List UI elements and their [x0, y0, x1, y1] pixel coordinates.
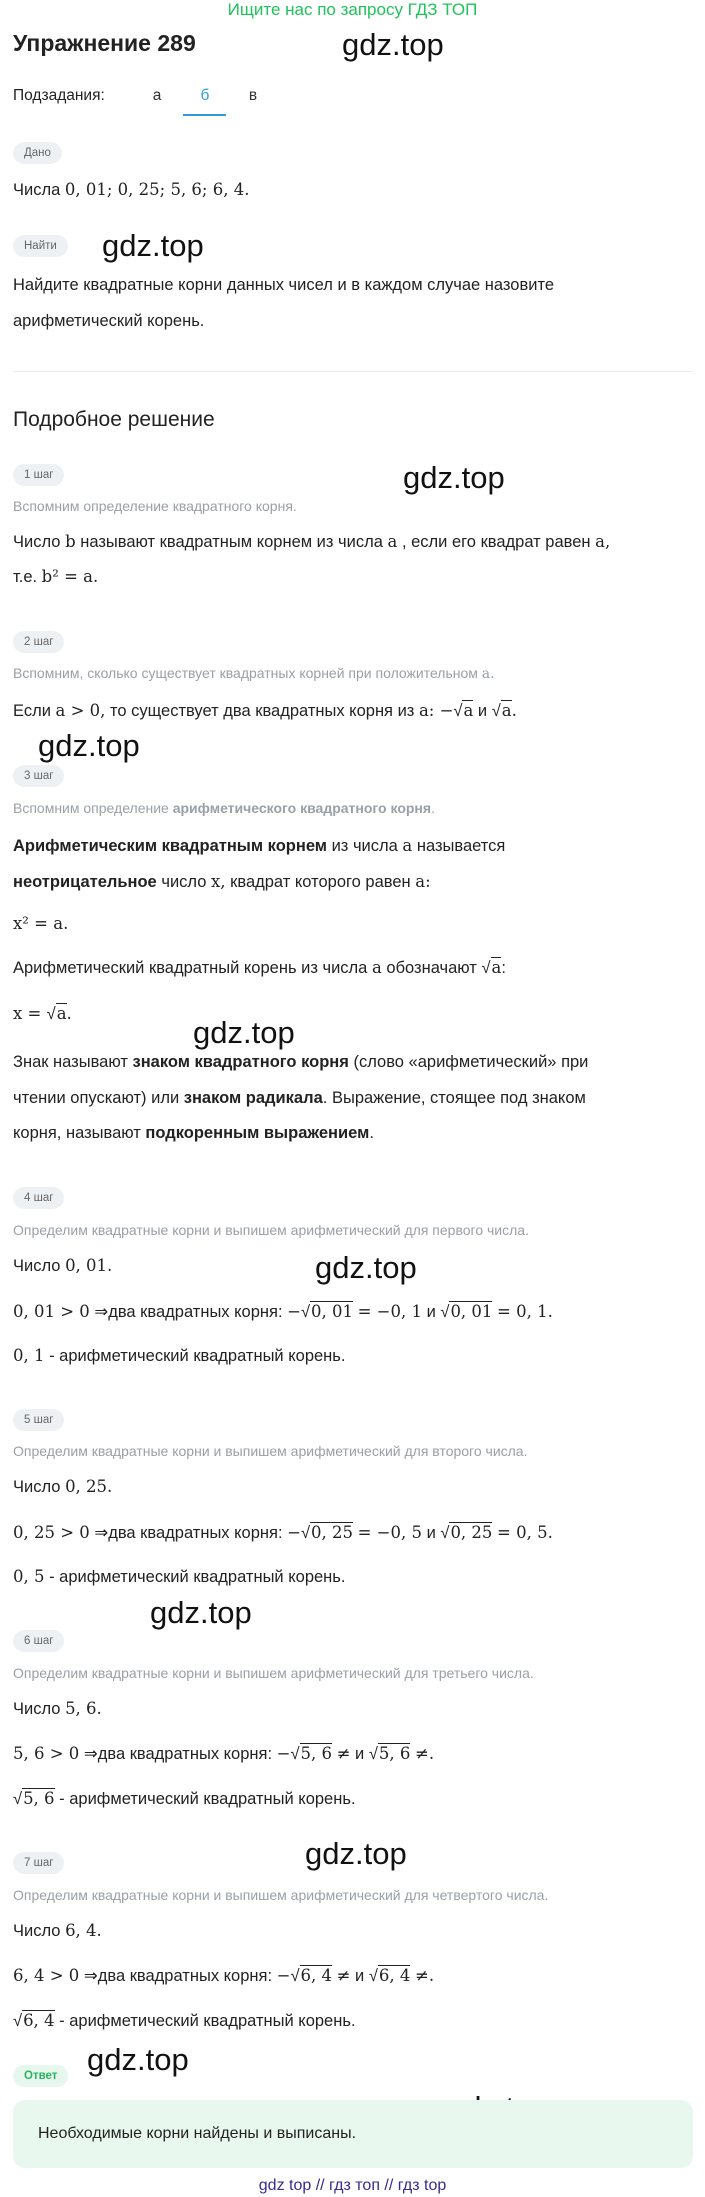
step-2-line-1: Если a > 0, то существует два квадратных корня из a: −√a и √a.	[13, 701, 517, 720]
step-7-badge: 7 шаг	[13, 1852, 64, 1874]
sqrt-radicand: a	[56, 1004, 67, 1023]
text: Число	[13, 1478, 61, 1496]
text: и	[426, 1524, 436, 1542]
sqrt-radicand: a	[501, 701, 512, 720]
sqrt-radicand: 5, 6	[300, 1744, 333, 1763]
step-7-line-2: 6, 4 > 0 ⇒два квадратных корня: −√6, 4 ≠ и √6, 4 ≠.	[13, 1966, 435, 1985]
math-formula: ≠.	[415, 1744, 435, 1763]
step-7-line-1	[13, 1921, 102, 1941]
math-formula: = −0, 5	[357, 1523, 422, 1542]
step-4-line-3	[13, 1346, 345, 1366]
math-number: 5, 6.	[65, 1699, 102, 1718]
step-3-line-2	[13, 872, 431, 892]
tab-subtask-b[interactable]: б	[200, 87, 210, 104]
text: - арифметический квадратный корень.	[44, 1347, 346, 1365]
sqrt-radicand: 5, 6	[378, 1744, 411, 1763]
text: Вспомним определение	[13, 800, 169, 816]
math-formula: 5, 6 > 0	[13, 1744, 80, 1763]
text-bold: знаком квадратного корня	[132, 1053, 349, 1071]
footer-links[interactable]: gdz top // гдз топ // гдз top	[258, 2177, 447, 2194]
step-5-line-2: 0, 25 > 0 ⇒два квадратных корня: −√0, 25 = −0, 5 и √0, 25 = 0, 5.	[13, 1523, 553, 1542]
text: :	[501, 959, 506, 977]
text: называют квадратным корнем из числа	[80, 533, 383, 551]
math-punct: −	[276, 1966, 291, 1985]
tab-subtask-a[interactable]: а	[152, 87, 162, 104]
math-formula: = 0, 5.	[497, 1523, 553, 1542]
math-number: 0, 5	[13, 1567, 45, 1586]
step-7-hint: Определим квадратные корни и выпишем арифметический для четвертого числа.	[13, 1887, 549, 1903]
math-formula: b² = a.	[41, 567, 99, 586]
text: Число	[13, 1922, 61, 1940]
text: .	[369, 1124, 374, 1142]
math-formula: 0, 01 > 0	[13, 1302, 90, 1321]
math-var: a	[371, 958, 382, 977]
find-badge: Найти	[13, 235, 68, 257]
math-formula: 6, 4 > 0	[13, 1966, 80, 1985]
math-var: a:	[415, 872, 431, 891]
given-text	[13, 180, 249, 200]
text-bold: подкоренным выражением	[145, 1124, 370, 1142]
step-5-line-3	[13, 1567, 345, 1587]
step-3-line-8	[13, 1124, 374, 1143]
step-6-hint: Определим квадратные корни и выпишем арифметический для третьего числа.	[13, 1665, 534, 1681]
text-bold: знаком радикала	[183, 1089, 323, 1107]
step-7-line-3: √6, 4 - арифметический квадратный корень.	[13, 2011, 356, 2030]
math-var: b	[65, 532, 76, 551]
sqrt-radicand: 6, 4	[300, 1966, 333, 1985]
watermark: gdz.top	[150, 1595, 252, 1630]
find-line-2: арифметический корень.	[13, 312, 205, 330]
step-4-badge: 4 шаг	[13, 1187, 64, 1209]
math-var: a.	[481, 666, 495, 682]
math-formula: a: −	[418, 701, 454, 720]
sqrt-radicand: a	[463, 701, 474, 720]
step-4-line-2: 0, 01 > 0 ⇒два квадратных корня: −√0, 01 = −0, 1 и √0, 01 = 0, 1.	[13, 1302, 553, 1321]
step-3-line-4: Арифметический квадратный корень из числа a обозначают √a:	[13, 958, 506, 977]
sqrt-radicand: 6, 4	[378, 1966, 411, 1985]
math-formula: a > 0,	[55, 701, 106, 720]
watermark: gdz.top	[193, 1015, 295, 1050]
math-formula: x =	[13, 1004, 47, 1023]
math-var: a	[402, 836, 413, 855]
text: называется	[416, 837, 506, 855]
math-var: x,	[211, 872, 226, 891]
step-3-formula-1: x² = a.	[13, 914, 69, 933]
sqrt-radicand: 0, 01	[311, 1302, 353, 1321]
given-badge: Дано	[13, 142, 62, 164]
step-1-hint: Вспомним определение квадратного корня.	[13, 498, 297, 514]
sqrt-radicand: 0, 01	[450, 1302, 493, 1321]
solution-title: Подробное решение	[13, 408, 215, 431]
text: .	[431, 800, 435, 816]
watermark: gdz.top	[342, 27, 444, 62]
subtasks-label: Подзадания:	[13, 87, 105, 104]
given-prefix: Числа	[13, 181, 61, 199]
step-4-line-1	[13, 1256, 112, 1276]
watermark: gdz.top	[315, 1250, 417, 1285]
step-6-badge: 6 шаг	[13, 1630, 64, 1652]
step-1-line-1	[13, 532, 610, 552]
text: (слово «арифметический» при	[353, 1053, 589, 1071]
find-line-1: Найдите квадратные корни данных чисел и в каждом случае назовите	[13, 276, 554, 294]
step-4-hint: Определим квадратные корни и выпишем арифметический для первого числа.	[13, 1222, 529, 1238]
step-2-badge: 2 шаг	[13, 631, 64, 653]
text: Знак называют	[13, 1053, 128, 1071]
text: - арифметический квадратный корень.	[54, 1790, 356, 1808]
sqrt-radicand: a	[491, 958, 502, 977]
step-5-hint: Определим квадратные корни и выпишем арифметический для второго числа.	[13, 1443, 528, 1459]
step-3-formula-2: x = √a.	[13, 1004, 72, 1023]
watermark: gdz.top	[102, 228, 204, 263]
math-punct: .	[511, 701, 517, 720]
math-formula: ≠	[336, 1966, 351, 1985]
text: ⇒два квадратных корня:	[83, 1967, 273, 1985]
text: - арифметический квадратный корень.	[44, 1568, 346, 1586]
math-punct: .	[66, 1004, 72, 1023]
math-punct: −	[287, 1302, 301, 1321]
watermark: gdz.top	[403, 460, 505, 495]
text: Число	[13, 1257, 61, 1275]
sqrt-radicand: 6, 4	[23, 2011, 55, 2030]
step-2-hint	[13, 665, 495, 682]
text: ⇒два квадратных корня:	[94, 1524, 283, 1542]
tab-subtask-v[interactable]: в	[248, 87, 258, 104]
math-number: 0, 01.	[65, 1256, 113, 1275]
math-formula: = −0, 1	[357, 1302, 422, 1321]
step-3-hint	[13, 800, 435, 816]
text: и	[355, 1967, 365, 1985]
text: квадрат которого равен	[230, 873, 411, 891]
text: ⇒два квадратных корня:	[83, 1745, 273, 1763]
math-formula: ≠.	[415, 1966, 435, 1985]
math-var: a,	[595, 532, 611, 551]
watermark: gdz.top	[87, 2042, 189, 2077]
text: Число	[13, 1700, 61, 1718]
sqrt-radicand: 0, 25	[311, 1523, 353, 1542]
math-number: 0, 25.	[65, 1477, 113, 1496]
text: т.е.	[13, 568, 38, 586]
text: - арифметический квадратный корень.	[54, 2012, 356, 2030]
text-bold: Арифметическим квадратным корнем	[13, 837, 327, 855]
sqrt-radicand: 5, 6	[23, 1789, 55, 1808]
page-title: Упражнение 289	[13, 30, 196, 56]
text: и	[477, 702, 488, 720]
text: из числа	[331, 837, 398, 855]
step-3-line-1	[13, 836, 505, 856]
text: число	[161, 873, 207, 891]
step-1-badge: 1 шаг	[13, 464, 64, 486]
active-tab-indicator	[183, 114, 226, 116]
math-punct: −	[287, 1523, 301, 1542]
step-5-line-1	[13, 1477, 112, 1497]
step-5-badge: 5 шаг	[13, 1409, 64, 1431]
math-number: 0, 1	[13, 1346, 45, 1365]
math-formula: = 0, 1.	[497, 1302, 553, 1321]
math-formula: 0, 25 > 0	[13, 1523, 90, 1542]
math-formula: ≠	[336, 1744, 351, 1763]
text: и	[355, 1745, 365, 1763]
text-bold: арифметического квадратного корня	[172, 800, 432, 816]
step-3-badge: 3 шаг	[13, 765, 64, 787]
watermark: gdz.top	[38, 728, 140, 763]
text: то существует два квадратных корня из	[110, 702, 415, 720]
answer-badge: Ответ	[13, 2065, 68, 2087]
divider	[13, 371, 693, 372]
text: . Выражение, стоящее под знаком	[322, 1089, 586, 1107]
step-6-line-3: √5, 6 - арифметический квадратный корень.	[13, 1789, 356, 1808]
text: ⇒два квадратных корня:	[94, 1303, 283, 1321]
step-6-line-2: 5, 6 > 0 ⇒два квадратных корня: −√5, 6 ≠ и √5, 6 ≠.	[13, 1744, 435, 1763]
math-punct: −	[276, 1744, 291, 1763]
text: обозначают	[386, 959, 477, 977]
text: Если	[13, 702, 51, 720]
step-6-line-1	[13, 1699, 102, 1719]
step-3-line-7	[13, 1089, 586, 1108]
given-numbers: 0, 01; 0, 25; 5, 6; 6, 4.	[64, 180, 250, 199]
sqrt-radicand: 0, 25	[450, 1523, 493, 1542]
text: , если его квадрат равен	[401, 533, 591, 551]
math-var: a	[387, 532, 398, 551]
text: чтении опускают) или	[13, 1089, 180, 1107]
math-number: 6, 4.	[65, 1921, 102, 1940]
watermark: gdz.top	[305, 1836, 407, 1871]
text: корня, называют	[13, 1124, 141, 1142]
search-banner[interactable]: Ищите нас по запросу ГДЗ ТОП	[227, 0, 478, 19]
text: Число	[13, 533, 61, 551]
step-1-line-2	[13, 567, 98, 587]
text: Вспомним, сколько существует квадратных корней при положительном	[13, 665, 478, 681]
text: и	[426, 1303, 436, 1321]
step-3-line-6	[13, 1053, 588, 1072]
answer-text: Необходимые корни найдены и выписаны.	[38, 2125, 357, 2142]
text: Арифметический квадратный корень из числа	[13, 959, 368, 977]
text-bold: неотрицательное	[13, 873, 157, 891]
